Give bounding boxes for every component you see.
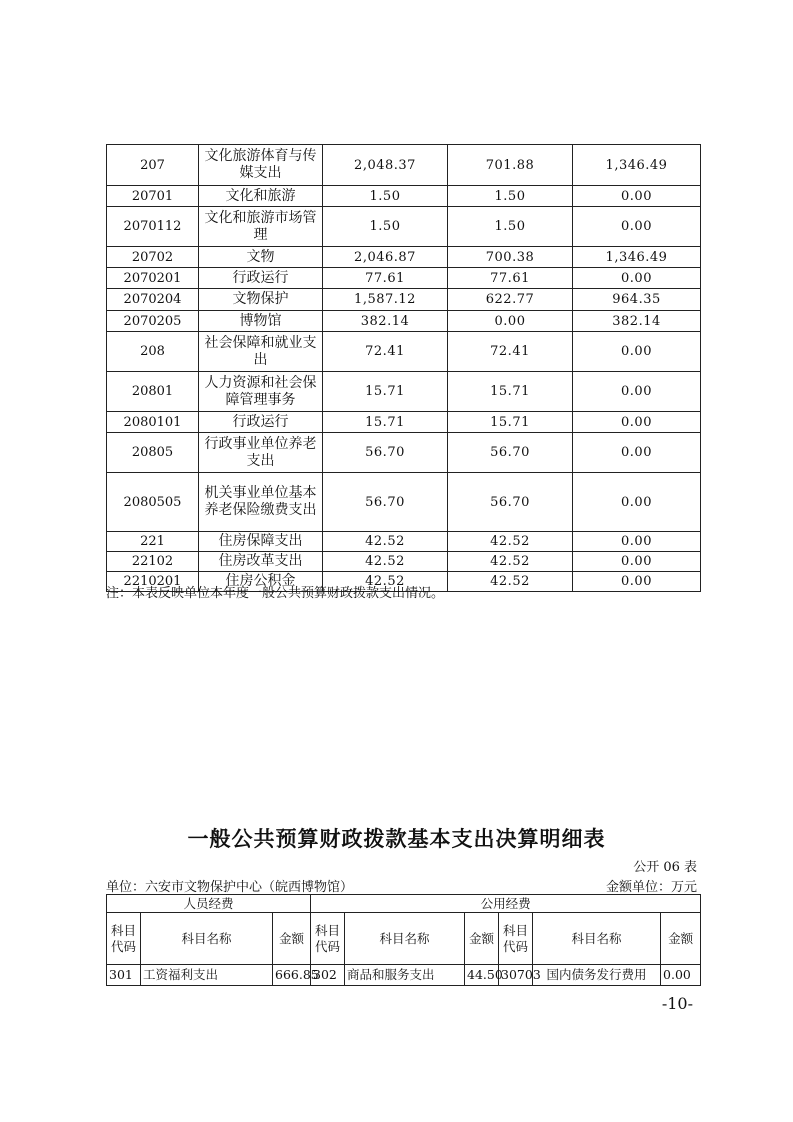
subject-code: 208 — [107, 332, 199, 372]
name-header: 科目名称 — [533, 913, 661, 965]
total-amount: 2,048.37 — [323, 145, 448, 186]
subject-code: 20801 — [107, 372, 199, 412]
total-amount: 382.14 — [323, 311, 448, 332]
subject-name: 住房改革支出 — [199, 552, 323, 572]
basic-amount: 0.00 — [448, 311, 573, 332]
subject-code: 20702 — [107, 247, 199, 268]
project-amount: 0.00 — [573, 372, 701, 412]
total-amount: 42.52 — [323, 552, 448, 572]
table-row — [107, 473, 701, 532]
section-title: 一般公共预算财政拨款基本支出决算明细表 — [187, 826, 606, 851]
table-row — [107, 289, 701, 311]
basic-amount: 42.52 — [448, 572, 573, 592]
project-amount: 0.00 — [573, 473, 701, 532]
table-row — [107, 412, 701, 433]
code-header: 科目代码 — [107, 913, 141, 965]
amount-unit: 金额单位：万元 — [605, 880, 697, 895]
table-number: 公开 06 表 — [633, 860, 697, 875]
personnel-code: 301 — [107, 965, 141, 986]
public-code: 302 — [311, 965, 345, 986]
code-header: 科目代码 — [311, 913, 345, 965]
total-amount: 1,587.12 — [323, 289, 448, 311]
subject-name: 文物 — [199, 247, 323, 268]
subject-name: 文化和旅游 — [199, 186, 323, 207]
project-amount: 0.00 — [573, 332, 701, 372]
name-header: 科目名称 — [141, 913, 273, 965]
amount-header: 金额 — [273, 913, 311, 965]
subject-name: 行政运行 — [199, 412, 323, 433]
subject-name: 文物保护 — [199, 289, 323, 311]
subject-code: 221 — [107, 532, 199, 552]
public-name-2: 国内债务发行费用 — [533, 965, 661, 986]
table-row — [107, 145, 701, 186]
subject-name: 文化和旅游市场管理 — [199, 207, 323, 247]
project-amount: 0.00 — [573, 572, 701, 592]
subject-code: 2210201 — [107, 572, 199, 592]
column-header-row — [107, 913, 701, 965]
subject-name: 博物馆 — [199, 311, 323, 332]
subject-name: 机关事业单位基本养老保险缴费支出 — [199, 473, 323, 532]
basic-amount: 42.52 — [448, 532, 573, 552]
total-amount: 72.41 — [323, 332, 448, 372]
personnel-name: 工资福利支出 — [141, 965, 273, 986]
total-amount: 15.71 — [323, 412, 448, 433]
subject-name: 社会保障和就业支出 — [199, 332, 323, 372]
basic-amount: 42.52 — [448, 552, 573, 572]
total-amount: 2,046.87 — [323, 247, 448, 268]
total-amount: 1.50 — [323, 207, 448, 247]
project-amount: 0.00 — [573, 552, 701, 572]
project-amount: 0.00 — [573, 412, 701, 433]
table-row — [107, 247, 701, 268]
table-row — [107, 965, 701, 986]
page-number: -10- — [661, 994, 693, 1013]
subject-code: 2080505 — [107, 473, 199, 532]
group-header-row — [107, 895, 701, 913]
table-row — [107, 552, 701, 572]
table-row — [107, 186, 701, 207]
table-row — [107, 311, 701, 332]
subject-code: 20805 — [107, 433, 199, 473]
subject-name: 住房保障支出 — [199, 532, 323, 552]
subject-name: 行政事业单位养老支出 — [199, 433, 323, 473]
amount-header: 金额 — [465, 913, 499, 965]
amount-header: 金额 — [661, 913, 701, 965]
basic-amount: 15.71 — [448, 372, 573, 412]
subject-code: 22102 — [107, 552, 199, 572]
total-amount: 56.70 — [323, 473, 448, 532]
project-amount: 0.00 — [573, 532, 701, 552]
basic-amount: 72.41 — [448, 332, 573, 372]
table-row — [107, 268, 701, 289]
project-amount: 1,346.49 — [573, 145, 701, 186]
table-row — [107, 372, 701, 412]
project-amount: 964.35 — [573, 289, 701, 311]
reporting-unit: 单位：六安市文物保护中心（皖西博物馆） — [106, 880, 354, 895]
total-amount: 56.70 — [323, 433, 448, 473]
table-row — [107, 207, 701, 247]
subject-code: 2070112 — [107, 207, 199, 247]
personnel-header: 人员经费 — [107, 895, 311, 913]
code-header: 科目代码 — [499, 913, 533, 965]
table-row — [107, 532, 701, 552]
subject-code: 2070204 — [107, 289, 199, 311]
name-header: 科目名称 — [345, 913, 465, 965]
public-amount: 44.50 — [465, 965, 499, 986]
expenditure-table — [106, 144, 701, 592]
project-amount: 1,346.49 — [573, 247, 701, 268]
project-amount: 0.00 — [573, 433, 701, 473]
subject-code: 207 — [107, 145, 199, 186]
subject-name: 行政运行 — [199, 268, 323, 289]
basic-amount: 700.38 — [448, 247, 573, 268]
total-amount: 77.61 — [323, 268, 448, 289]
public-name: 商品和服务支出 — [345, 965, 465, 986]
total-amount: 1.50 — [323, 186, 448, 207]
subject-name: 住房公积金 — [199, 572, 323, 592]
public-header: 公用经费 — [311, 895, 701, 913]
public-amount-2: 0.00 — [661, 965, 701, 986]
subject-name: 人力资源和社会保障管理事务 — [199, 372, 323, 412]
table-row — [107, 332, 701, 372]
project-amount: 0.00 — [573, 186, 701, 207]
basic-amount: 1.50 — [448, 207, 573, 247]
subject-code: 2070205 — [107, 311, 199, 332]
subject-code: 20701 — [107, 186, 199, 207]
project-amount: 382.14 — [573, 311, 701, 332]
total-amount: 42.52 — [323, 532, 448, 552]
subject-code: 2070201 — [107, 268, 199, 289]
basic-amount: 1.50 — [448, 186, 573, 207]
basic-amount: 15.71 — [448, 412, 573, 433]
project-amount: 0.00 — [573, 207, 701, 247]
table-row — [107, 433, 701, 473]
basic-amount: 56.70 — [448, 433, 573, 473]
public-code-2: 30703 — [499, 965, 533, 986]
total-amount: 15.71 — [323, 372, 448, 412]
total-amount: 42.52 — [323, 572, 448, 592]
subject-code: 2080101 — [107, 412, 199, 433]
table-note: 注：本表反映单位本年度一般公共预算财政拨款支出情况。 — [106, 586, 445, 601]
basic-expenditure-table — [106, 894, 701, 986]
personnel-amount: 666.85 — [273, 965, 311, 986]
basic-amount: 622.77 — [448, 289, 573, 311]
basic-amount: 56.70 — [448, 473, 573, 532]
basic-amount: 77.61 — [448, 268, 573, 289]
basic-amount: 701.88 — [448, 145, 573, 186]
subject-name: 文化旅游体育与传媒支出 — [199, 145, 323, 186]
project-amount: 0.00 — [573, 268, 701, 289]
